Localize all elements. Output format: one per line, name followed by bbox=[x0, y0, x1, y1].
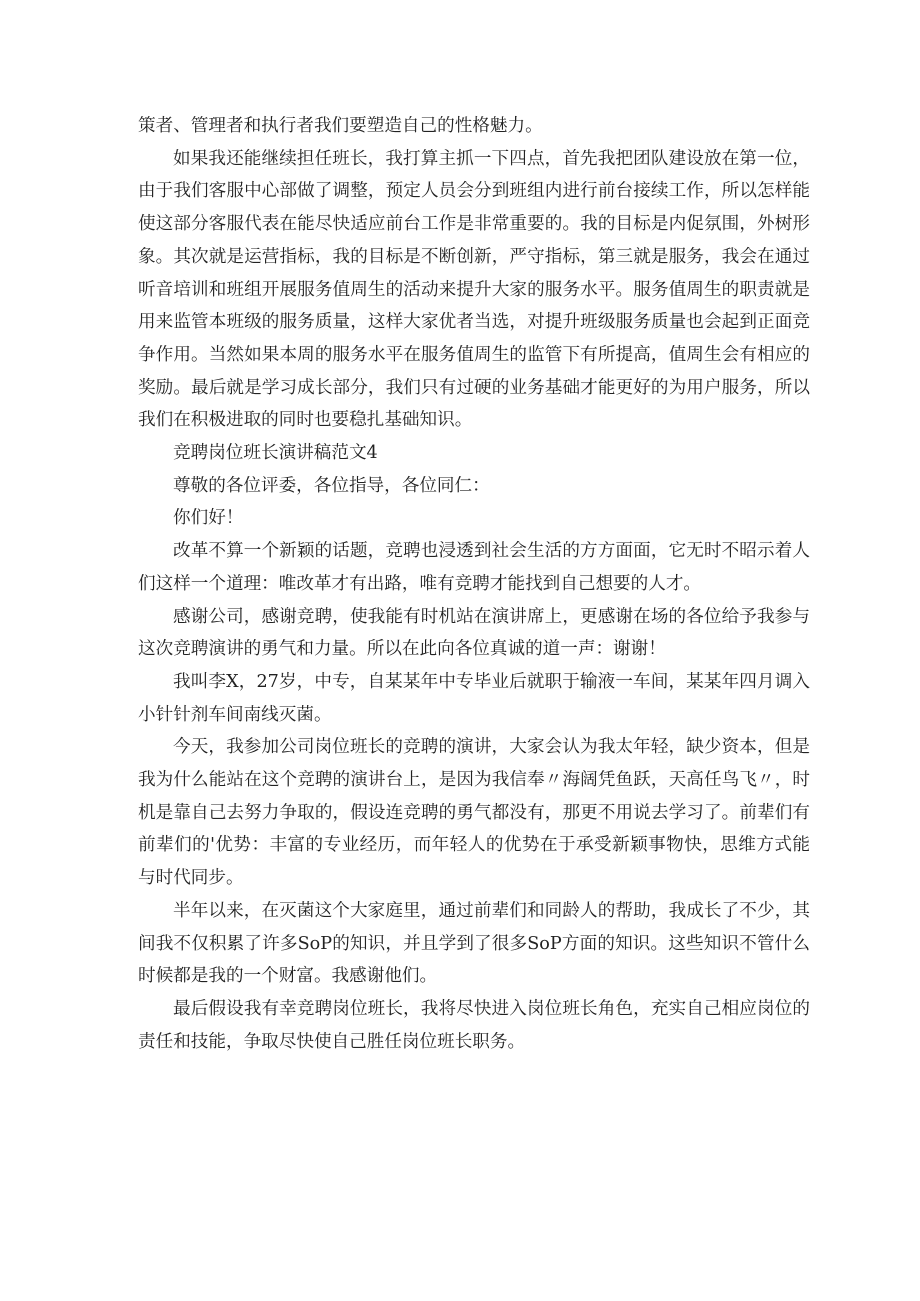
paragraph-thanks: 感谢公司，感谢竞聘，使我能有时机站在演讲席上，更感谢在场的各位给予我参与这次竞聘演讲的勇气和力量。所以在此向各位真诚的道一声：谢谢！ bbox=[138, 606, 810, 660]
section-heading: 竞聘岗位班长演讲稿范文4 bbox=[173, 443, 378, 464]
paragraph-half-year: 半年以来，在灭菌这个大家庭里，通过前辈们和同龄人的帮助，我成长了不少，其间我不仅积累了许多SoP的知识，并且学到了很多SoP方面的知识。这些知识不管什么时候都是我的一个财富。我感谢他们。 bbox=[138, 900, 810, 987]
document-body bbox=[138, 110, 810, 1058]
paragraph-continuation: 策者、管理者和执行者我们要塑造自己的性格魅力。 bbox=[138, 116, 543, 136]
paragraph-closing: 最后假设我有幸竞聘岗位班长，我将尽快进入岗位班长角色，充实自己相应岗位的责任和技能，争取尽快使自己胜任岗位班长职务。 bbox=[138, 998, 810, 1052]
paragraph-today: 今天，我参加公司岗位班长的竞聘的演讲，大家会认为我太年轻，缺少资本，但是我为什么能站在这个竞聘的演讲台上，是因为我信奉〃海阔凭鱼跃，天高任鸟飞〃，时机是靠自己去努力争取的，假设连竞聘的勇气都没有，那更不用说去学习了。前辈们有前辈们的'优势：丰富的专业经历，而年轻人的优势在于承受新颖事物快，思维方式能与时代同步。 bbox=[138, 737, 810, 889]
salutation: 尊敬的各位评委，各位指导，各位同仁： bbox=[173, 475, 490, 496]
paragraph-plan: 如果我还能继续担任班长，我打算主抓一下四点，首先我把团队建设放在第一位，由于我们客服中心部做了调整，预定人员会分到班组内进行前台接续工作，所以怎样能使这部分客服代表在能尽快适应前台工作是非常重要的。我的目标是内促氛围，外树形象。其次就是运营指标，我的目标是不断创新，严守指标，第三就是服务，我会在通过听音培训和班组开展服务值周生的活动来提升大家的服务水平。服务值周生的职责就是用来监管本班级的服务质量，这样大家优者当选，对提升班级服务质量也会起到正面竞争作用。当然如果本周的服务水平在服务值周生的监管下有所提高，值周生会有相应的奖励。最后就是学习成长部分，我们只有过硬的业务基础才能更好的为用户服务，所以我们在积极进取的同时也要稳扎基础知识。 bbox=[138, 148, 810, 431]
greeting: 你们好！ bbox=[173, 508, 244, 529]
paragraph-reform: 改革不算一个新颖的话题，竞聘也浸透到社会生活的方方面面，它无时不昭示着人们这样一个道理：唯改革才有出路，唯有竞聘才能找到自己想要的人才。 bbox=[138, 541, 810, 594]
paragraph-intro: 我叫李X，27岁，中专，自某某年中专毕业后就职于输液一车间，某某年四月调入小针针剂车间南线灭菌。 bbox=[138, 671, 810, 725]
